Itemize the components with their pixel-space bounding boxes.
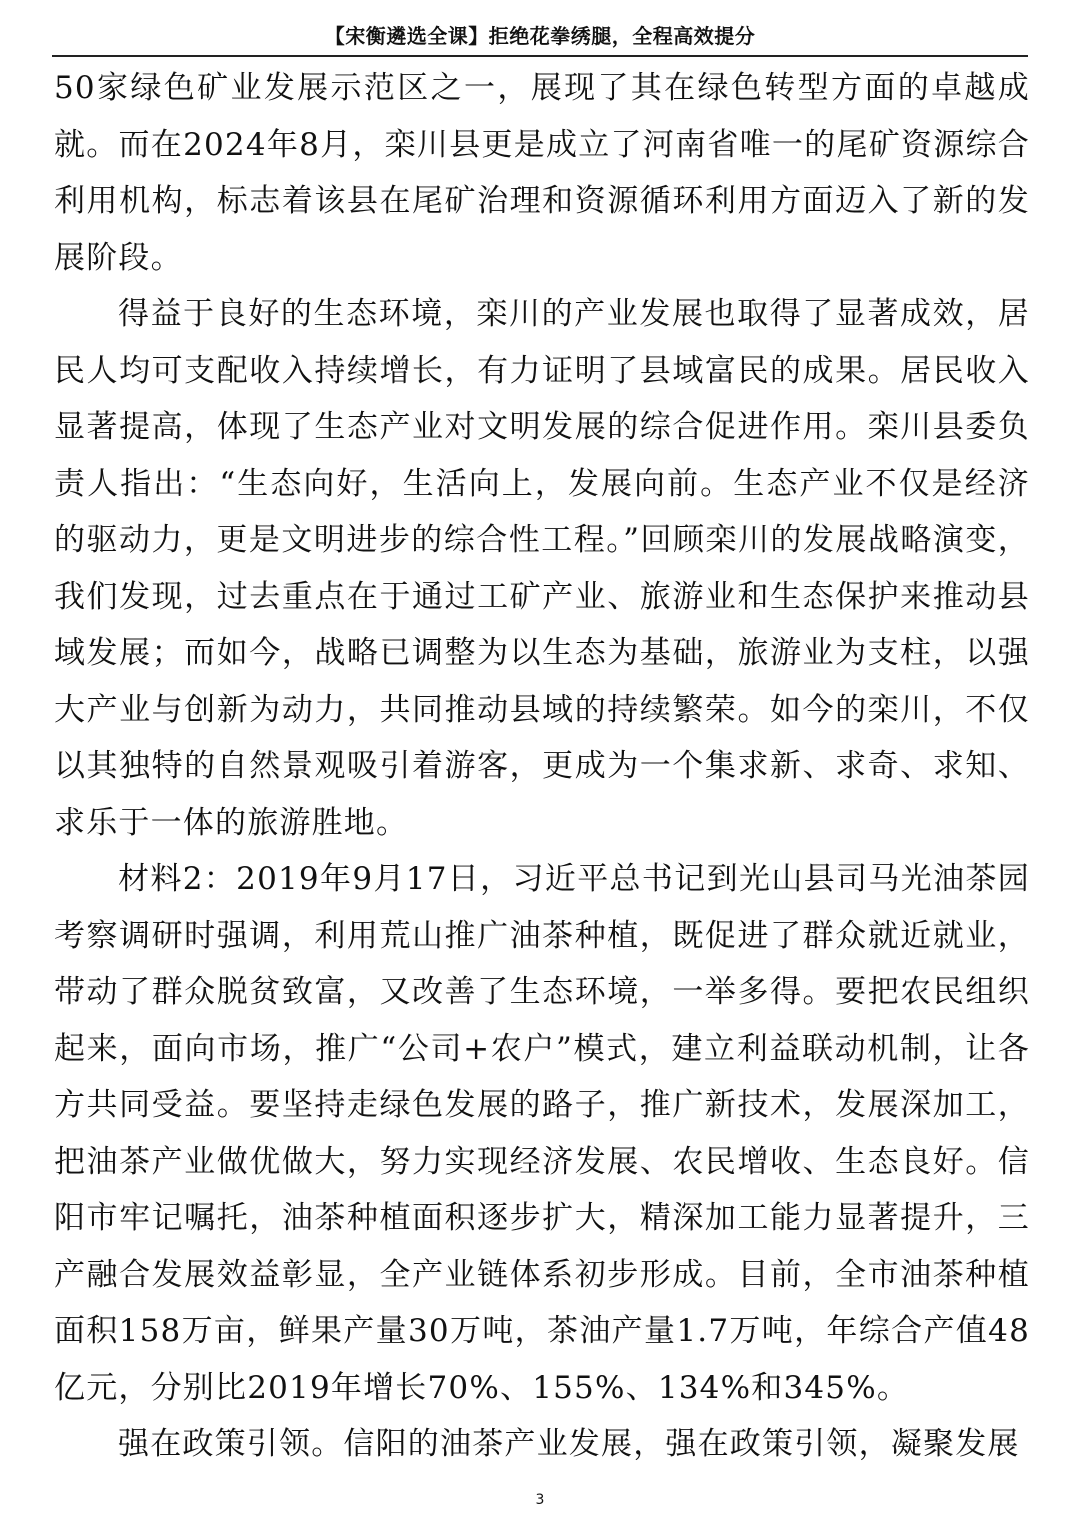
page-number: 3	[535, 1492, 545, 1508]
paragraph-2: 得益于良好的生态环境，栾川的产业发展也取得了显著成效，居民人均可支配收入持续增长，有力证明了县域富民的成果。居民收入显著提高，体现了生态产业对文明发展的综合促进作用。栾川县委负责人指出：“生态向好，生活向上，发展向前。生态产业不仅是经济的驱动力，更是文明进步的综合性工程。”回顾栾川的发展战略演变，我们发现，过去重点在于通过工矿产业、旅游业和生态保护来推动县域发展；而如今，战略已调整为以生态为基础，旅游业为支柱，以强大产业与创新为动力，共同推动县域的持续繁荣。如今的栾川，不仅以其独特的自然景观吸引着游客，更成为一个集求新、求奇、求知、求乐于一体的旅游胜地。	[54, 296, 1030, 841]
paragraph-1: 50家绿色矿业发展示范区之一，展现了其在绿色转型方面的卓越成就。而在2024年8月，栾川县更是成立了河南省唯一的尾矿资源综合利用机构，标志着该县在尾矿治理和资源循环利用方面迈入了新的发展阶段。	[54, 70, 1030, 276]
page-header-title: 【宋衡遴选全课】拒绝花拳绣腿，全程高效提分	[324, 24, 756, 48]
document-body	[54, 60, 1030, 1473]
header-divider	[52, 55, 1028, 57]
paragraph-4: 强在政策引领。信阳的油茶产业发展，强在政策引领，凝聚发展	[118, 1426, 1020, 1462]
paragraph-3: 材料2：2019年9月17日，习近平总书记到光山县司马光油茶园考察调研时强调，利用荒山推广油茶种植，既促进了群众就近就业，带动了群众脱贫致富，又改善了生态环境，一举多得。要把农民组织起来，面向市场，推广“公司+农户”模式，建立利益联动机制，让各方共同受益。要坚持走绿色发展的路子，推广新技术，发展深加工，把油茶产业做优做大，努力实现经济发展、农民增收、生态良好。信阳市牢记嘱托，油茶种植面积逐步扩大，精深加工能力显著提升，三产融合发展效益彰显，全产业链体系初步形成。目前，全市油茶种植面积158万亩，鲜果产量30万吨，茶油产量1.7万吨，年综合产值48亿元，分别比2019年增长70%、155%、134%和345%。	[54, 861, 1030, 1406]
